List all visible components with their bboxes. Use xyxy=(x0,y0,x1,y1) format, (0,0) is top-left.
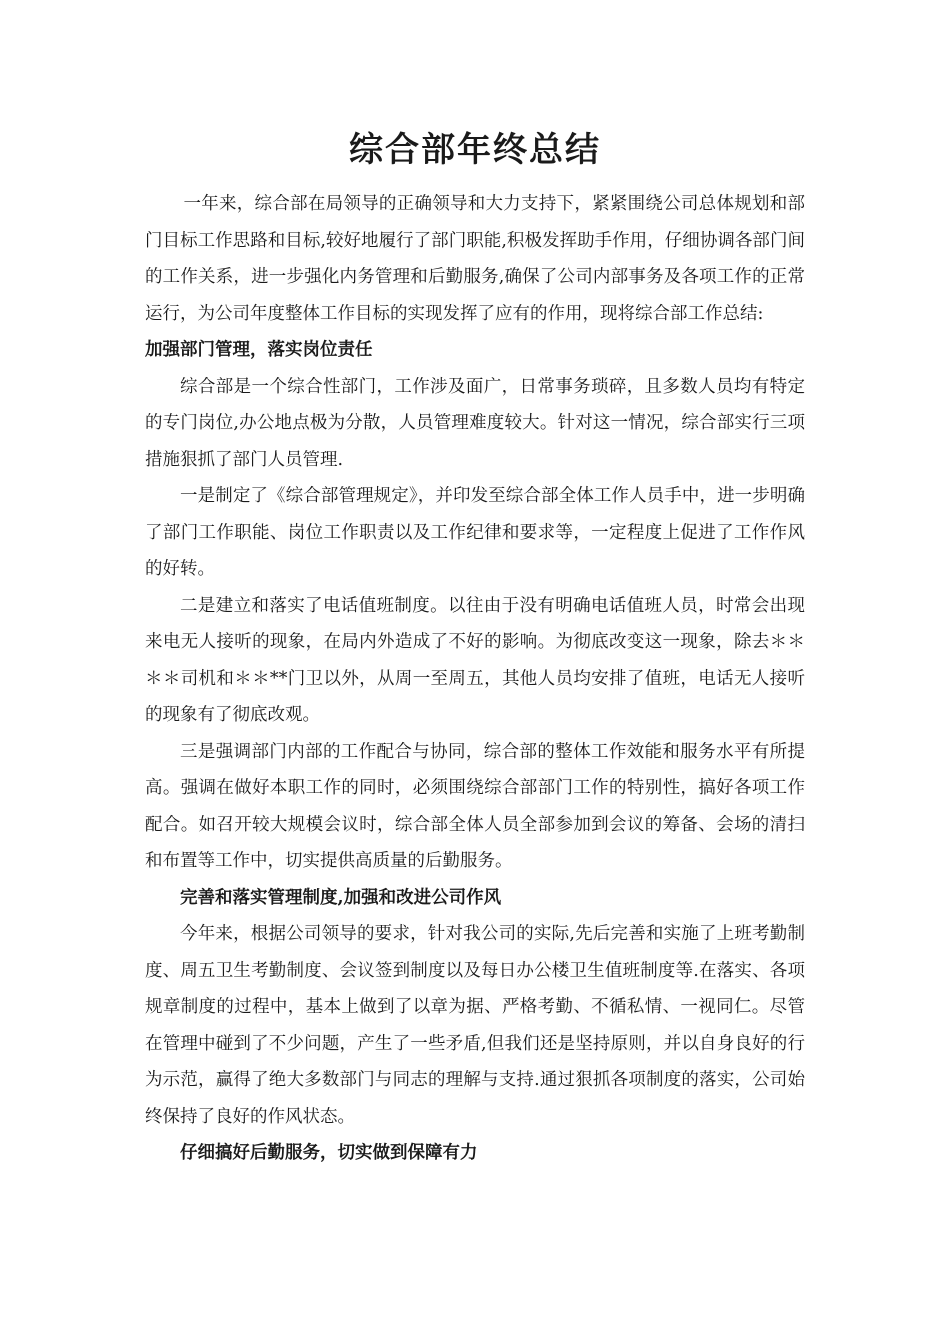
paragraph-intro: 一年来，综合部在局领导的正确领导和大力支持下，紧紧围绕公司总体规划和部门目标工作思路和目标,较好地履行了部门职能,积极发挥助手作用，仔细协调各部门间的工作关系，进一步强化内务管理和后勤服务,确保了公司内部事务及各项工作的正常运行，为公司年度整体工作目标的实现发挥了应有的作用，现将综合部工作总结: xyxy=(145,194,805,324)
paragraph-1: 综合部是一个综合性部门，工作涉及面广，日常事务琐碎，且多数人员均有特定的专门岗位,办公地点极为分散，人员管理难度较大。针对这一情况，综合部实行三项措施狠抓了部门人员管理. xyxy=(145,376,805,470)
paragraph-5: 今年来，根据公司领导的要求，针对我公司的实际,先后完善和实施了上班考勤制度、周五卫生考勤制度、会议签到制度以及每日办公楼卫生值班制度等.在落实、各项规章制度的过程中，基本上做到了以章为据、严格考勤、不循私情、一视同仁。尽管在管理中碰到了不少问题，产生了一些矛盾,但我们还是坚持原则，并以自身良好的行为示范，赢得了绝大多数部门与同志的理解与支持.通过狠抓各项制度的落实，公司始终保持了良好的作风状态。 xyxy=(145,924,805,1127)
document-title: 综合部年终总结 xyxy=(349,130,601,170)
paragraph-3: 二是建立和落实了电话值班制度。以往由于没有明确电话值班人员，时常会出现来电无人接听的现象，在局内外造成了不好的影响。为彻底改变这一现象，除去＊＊＊＊司机和＊＊**门卫以外，从周一至周五，其他人员均安排了值班，电话无人接听的现象有了彻底改观。 xyxy=(145,595,805,725)
section-heading-3: 仔细搞好后勤服务，切实做到保障有力 xyxy=(180,1143,478,1163)
section-heading-1: 加强部门管理，落实岗位责任 xyxy=(145,340,373,360)
document-body xyxy=(145,186,805,1172)
section-heading-2: 完善和落实管理制度,加强和改进公司作风 xyxy=(180,887,502,908)
document-page xyxy=(145,128,805,1172)
paragraph-2: 一是制定了《综合部管理规定》，并印发至综合部全体工作人员手中，进一步明确了部门工作职能、岗位工作职责以及工作纪律和要求等，一定程度上促进了工作作风的好转。 xyxy=(145,486,805,579)
paragraph-4: 三是强调部门内部的工作配合与协同，综合部的整体工作效能和服务水平有所提高。强调在做好本职工作的同时，必须围绕综合部部门工作的特别性，搞好各项工作配合。如召开较大规模会议时，综合部全体人员全部参加到会议的筹备、会场的清扫和布置等工作中，切实提供高质量的后勤服务。 xyxy=(145,741,805,871)
